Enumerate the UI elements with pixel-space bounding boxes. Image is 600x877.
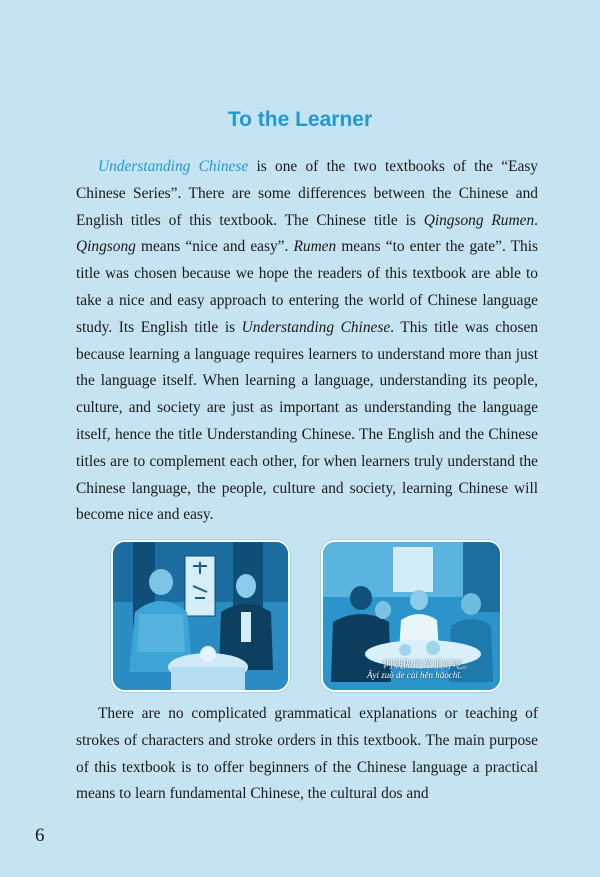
term-rumen: Rumen [293,238,337,256]
english-title-text: Understanding Chinese [241,318,391,336]
term-qingsong: Qingsong [76,238,136,256]
photo-interview-image [113,542,288,690]
book-title-text: Understanding Chinese [98,158,249,175]
photo-caption-chinese: 阿姨做的菜很好吃。 [383,660,473,671]
paragraph-text: is one of the two textbooks of the “Easy Chinese Series”. There are some differences between the Chinese and English titles of this textbook. The Chinese title is [76,158,539,229]
page-number: 6 [35,825,45,846]
page-title: To the Learner [227,108,373,131]
chinese-title-text: Qingsong Rumen [423,211,535,229]
paragraph-text: . This title was chosen because learning a language requires learners to understand more than just the language itself. When learning a language, understanding its people, culture, and society are just as important as understanding the language itself, hence the title Understanding Chinese. The English and the Chinese titles are to complement each other, for when learners truly understand the Chinese language, the people, culture and society, learning Chinese will become nice and easy. [76,318,538,524]
photo-interview [111,540,290,692]
photo-dining [321,540,502,692]
intro-paragraph [76,154,538,529]
paragraph-text: means “to enter the gate”. This title was chosen because we hope the readers of this textbook are able to take a nice and easy approach to entering the world of Chinese language study. Its English title is [76,238,538,336]
paragraph-text: means “nice and easy”. [135,238,294,256]
paragraph-text: . [534,211,538,229]
second-paragraph: There are no complicated grammatical explanations or teaching of strokes of characters and stroke orders in this textbook. The main purpose of this textbook is to offer beginners of the Chinese language a practical means to learn fundamental Chinese, the cultural dos and [76,705,538,803]
photo-caption-pinyin: Āyí zuò de cài hěn hǎochī. [367,670,462,680]
